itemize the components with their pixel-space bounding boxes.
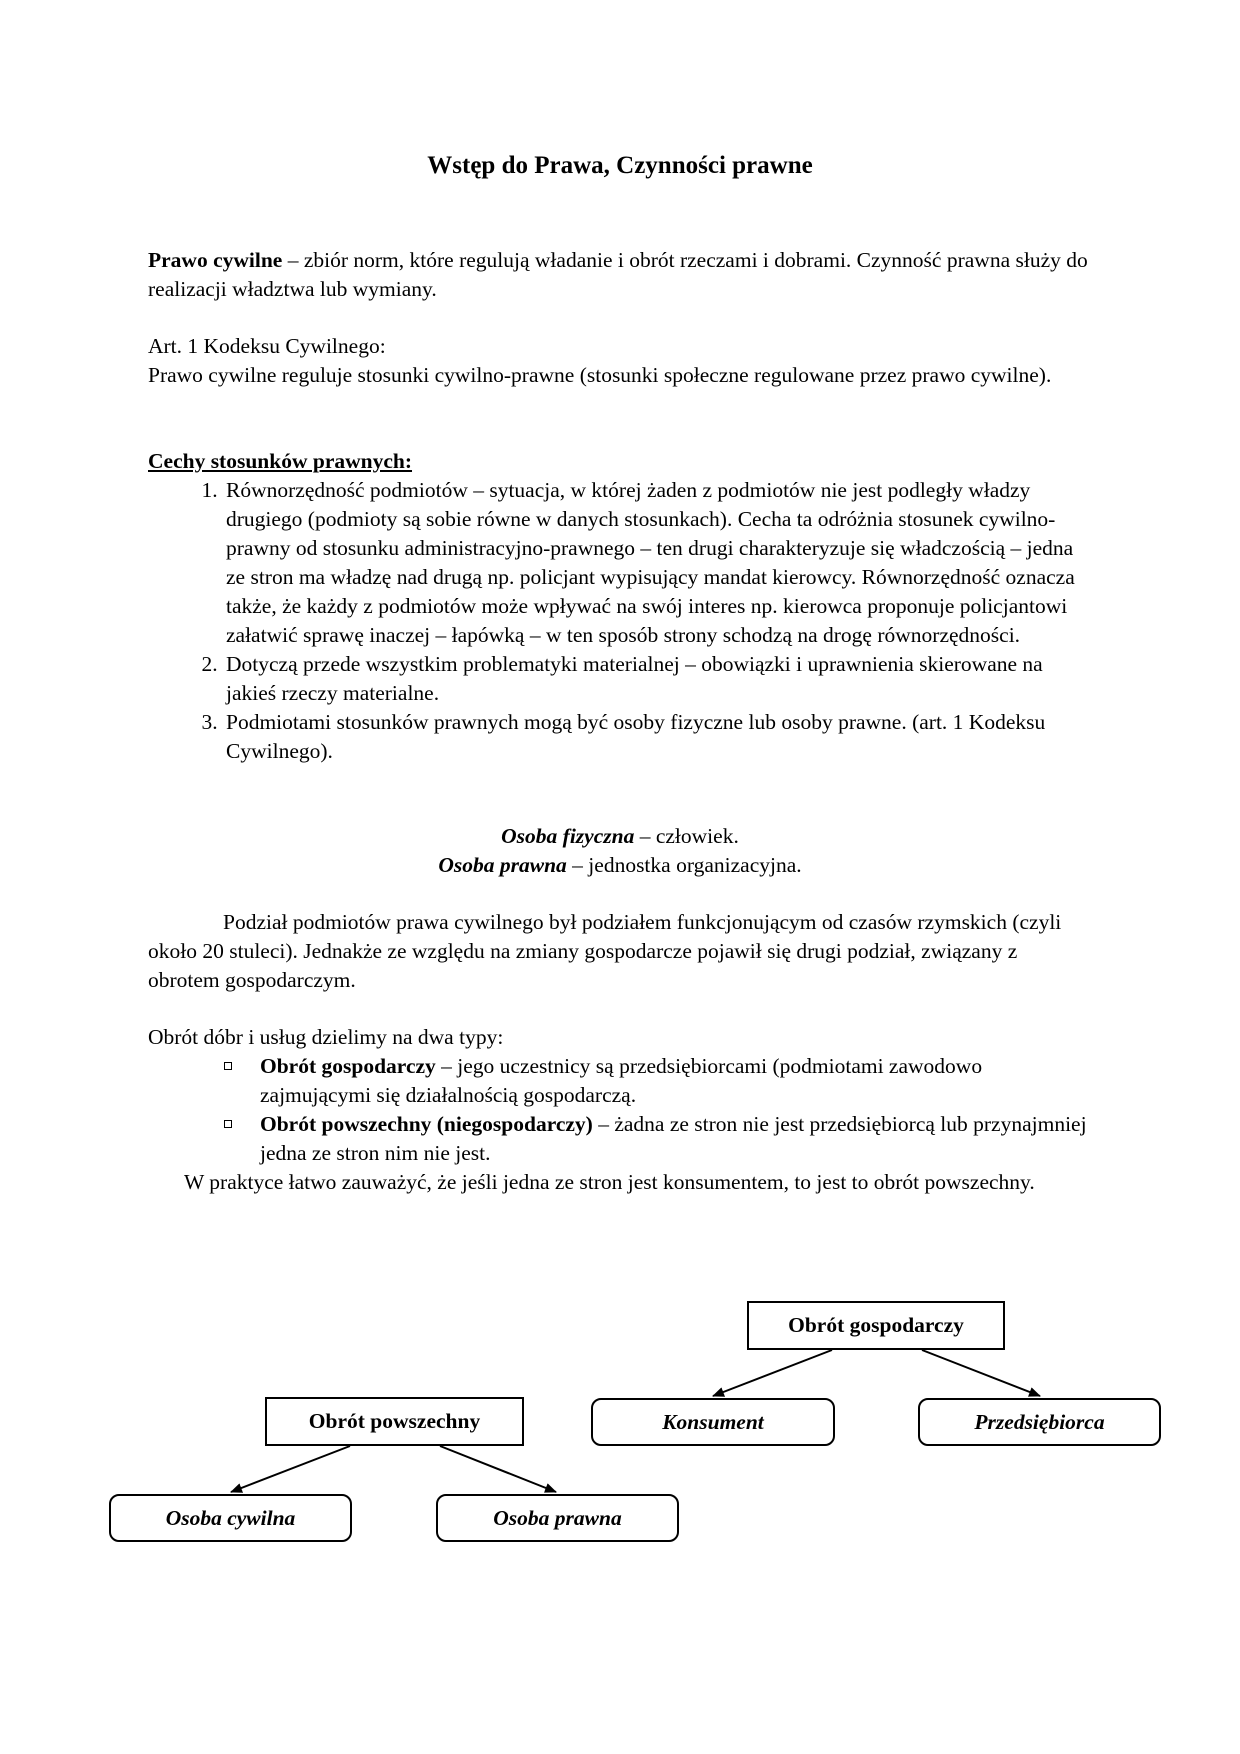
arrow-to-osoba-cywilna [231, 1446, 350, 1492]
definition-term: Osoba prawna [438, 853, 567, 877]
feature-item: 2. Dotyczą przede wszystkim problematyki materialnej – obowiązki i uprawnienia skierowane na jakieś rzeczy materialne. [223, 650, 1088, 708]
node-osoba-prawna: Osoba prawna [436, 1494, 679, 1542]
article-heading: Art. 1 Kodeksu Cywilnego: [148, 334, 386, 358]
definition-text: – jednostka organizacyjna. [566, 853, 802, 877]
arrow-to-osoba-prawna [440, 1446, 556, 1492]
type-text: – żadna ze stron nie jest przedsiębiorcą lub przynajmniej jedna ze stron nim nie jest. [260, 1112, 1087, 1165]
node-osoba-cywilna: Osoba cywilna [109, 1494, 352, 1542]
definition-text: – człowiek. [634, 824, 739, 848]
arrow-to-konsument [713, 1350, 832, 1396]
node-obrot-gospodarczy: Obrót gospodarczy [747, 1301, 1005, 1350]
document-title: Wstęp do Prawa, Czynności prawne [427, 152, 813, 179]
arrow-to-przedsiebiorca [922, 1350, 1040, 1396]
feature-item: 3. Podmiotami stosunków prawnych mogą być osoby fizyczne lub osoby prawne. (art. 1 Kodeksu Cywilnego). [223, 708, 1088, 766]
node-konsument: Konsument [591, 1398, 835, 1446]
intro-definition: – zbiór norm, które regulują władanie i obrót rzeczami i dobrami. Czynność prawna służy do realizacji władztwa lub wymiany. [148, 248, 1088, 301]
type-term: Obrót gospodarczy [260, 1054, 436, 1078]
division-paragraph: Podział podmiotów prawa cywilnego był podziałem funkcjonującym od czasów rzymskich (czyli około 20 stuleci). Jednakże ze względu na zmiany gospodarcze pojawił się drugi podział, związany z obrotem gospodarczym. [148, 910, 1062, 992]
features-heading: Cechy stosunków prawnych: [148, 449, 413, 473]
node-przedsiebiorca: Przedsiębiorca [918, 1398, 1161, 1446]
types-conclusion: W praktyce łatwo zauważyć, że jeśli jedna ze stron jest konsumentem, to jest to obrót powszechny. [184, 1170, 1035, 1194]
definition-term: Osoba fizyczna [501, 824, 635, 848]
feature-item: 1. Równorzędność podmiotów – sytuacja, w której żaden z podmiotów nie jest podległy władzy drugiego (podmioty są sobie równe w danych stosunkach). Cecha ta odróżnia stosunek cywilno-prawny od stosunku administracyjno-prawnego – ten drugi charakteryzuje się władczością – jedna ze stron ma władzę nad drugą np. policjant wypisujący mandat kierowcy. Równorzędność oznacza także, że każdy z podmiotów może wpływać na swój interes np. kierowca proponuje policjantowi załatwić sprawę inaczej – łapówką – w ten sposób strony schodzą na drogę równorzędności. [223, 476, 1088, 650]
intro-term: Prawo cywilne [148, 248, 283, 272]
node-obrot-powszechny: Obrót powszechny [265, 1397, 524, 1446]
types-intro: Obrót dóbr i usług dzielimy na dwa typy: [148, 1025, 504, 1049]
type-term: Obrót powszechny (niegospodarczy) [260, 1112, 593, 1136]
type-text: – jego uczestnicy są przedsiębiorcami (podmiotami zawodowo zajmującymi się działalnością gospodarczą. [260, 1054, 983, 1107]
article-text: Prawo cywilne reguluje stosunki cywilno-prawne (stosunki społeczne regulowane przez prawo cywilne). [148, 363, 1052, 387]
